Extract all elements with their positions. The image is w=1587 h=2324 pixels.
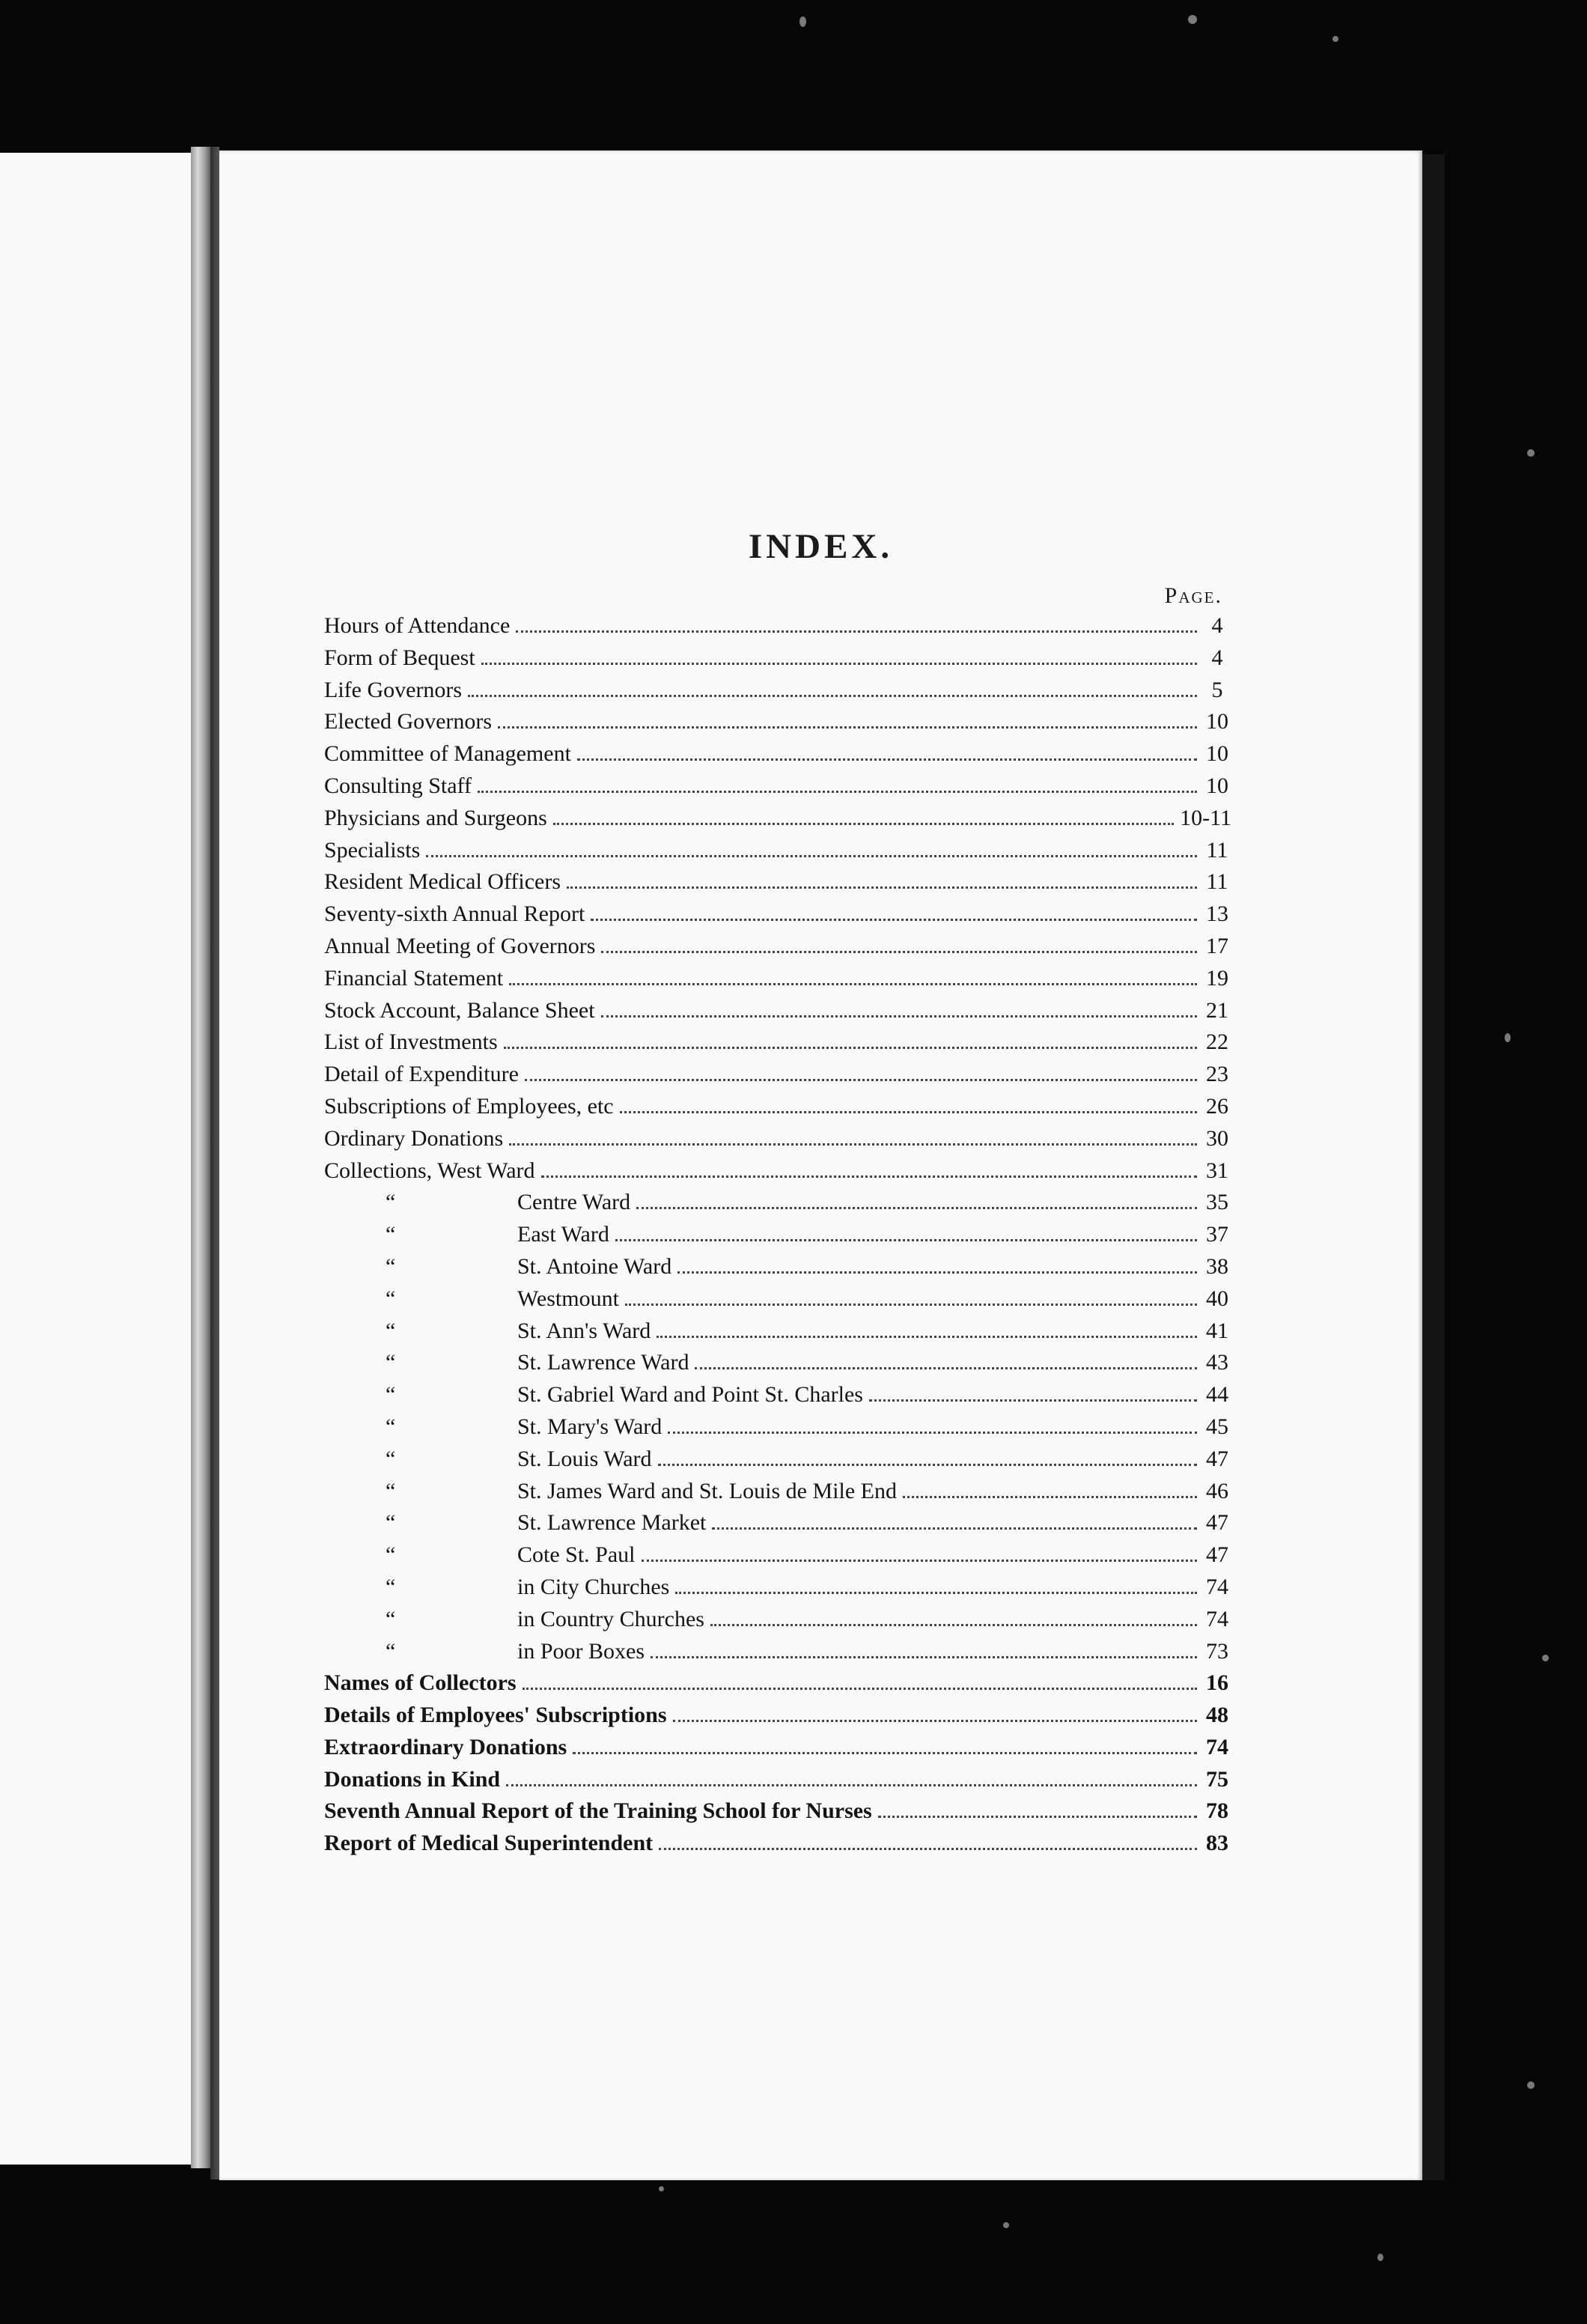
entry-label: Cote St. Paul — [517, 1542, 636, 1568]
page-column-header: Page. — [1164, 583, 1222, 608]
entry-page-number: 10 — [1206, 773, 1228, 798]
ditto-mark: “ — [386, 1286, 396, 1311]
dot-leader — [677, 1271, 1197, 1274]
entry-page-number: 43 — [1206, 1350, 1228, 1375]
dot-leader — [620, 1111, 1197, 1113]
index-entry — [324, 1542, 1231, 1575]
entry-page-number: 17 — [1206, 933, 1228, 958]
scan-speck — [1527, 449, 1535, 457]
entry-label: Centre Ward — [517, 1190, 631, 1215]
index-entry — [324, 1318, 1231, 1351]
dot-leader — [573, 1752, 1197, 1754]
entry-page-number: 40 — [1206, 1286, 1228, 1311]
index-entry — [324, 1447, 1231, 1479]
entry-label: Committee of Management — [324, 741, 571, 767]
ditto-mark: “ — [386, 1350, 396, 1375]
index-entry — [324, 1382, 1231, 1414]
dot-leader — [426, 855, 1197, 857]
index-entry — [324, 838, 1231, 870]
entry-page-number: 41 — [1206, 1318, 1228, 1343]
dot-leader — [636, 1207, 1197, 1209]
entry-page-number: 74 — [1206, 1734, 1228, 1759]
dot-leader — [668, 1432, 1197, 1434]
dot-leader — [659, 1848, 1197, 1850]
entry-label: Elected Governors — [324, 709, 493, 734]
scan-speck — [1527, 2081, 1535, 2089]
dot-leader — [523, 1688, 1197, 1690]
index-entry — [324, 1575, 1231, 1607]
ditto-mark: “ — [386, 1446, 396, 1471]
entry-label: Subscriptions of Employees, etc — [324, 1093, 614, 1119]
dot-leader — [509, 1143, 1197, 1146]
entry-label: St. Ann's Ward — [517, 1318, 651, 1343]
index-entry — [324, 1607, 1231, 1639]
index-entry — [324, 1094, 1231, 1126]
dot-leader — [601, 1015, 1197, 1017]
ditto-mark: “ — [386, 1638, 396, 1664]
ditto-mark: “ — [386, 1574, 396, 1599]
entry-label: Extraordinary Donations — [324, 1734, 567, 1759]
entry-page-number: 11 — [1206, 837, 1228, 863]
index-entry — [324, 1190, 1231, 1222]
entry-page-number: 30 — [1206, 1125, 1228, 1151]
entry-label: in Country Churches — [517, 1606, 704, 1631]
ditto-mark: “ — [386, 1222, 396, 1247]
entry-label: Westmount — [517, 1286, 619, 1311]
index-entry — [324, 1126, 1231, 1158]
entry-page-number: 19 — [1206, 965, 1228, 991]
ditto-mark: “ — [386, 1253, 396, 1279]
entry-label: Report of Medical Superintendent — [324, 1831, 654, 1856]
index-entry — [324, 709, 1231, 741]
index-entry — [324, 741, 1231, 773]
ditto-mark: “ — [386, 1318, 396, 1343]
dot-leader — [478, 791, 1197, 793]
dot-leader — [601, 951, 1197, 953]
entry-label: Form of Bequest — [324, 645, 475, 670]
entry-page-number: 10-11 — [1180, 805, 1231, 830]
index-entry — [324, 1350, 1231, 1382]
index-entry — [324, 806, 1231, 838]
dot-leader — [481, 663, 1197, 665]
entry-page-number: 78 — [1206, 1798, 1228, 1824]
entry-page-number: 38 — [1206, 1253, 1228, 1279]
index-entry — [324, 1029, 1231, 1062]
index-page — [219, 150, 1422, 2180]
scan-speck — [1377, 2254, 1383, 2261]
index-entry — [324, 1286, 1231, 1318]
index-entry — [324, 645, 1231, 678]
entry-label: Donations in Kind — [324, 1766, 501, 1792]
entry-page-number: 37 — [1206, 1222, 1228, 1247]
entry-page-number: 47 — [1206, 1446, 1228, 1471]
index-entry — [324, 1158, 1231, 1190]
index-entry — [324, 1767, 1231, 1799]
index-entry — [324, 1831, 1231, 1863]
entry-label: St. Lawrence Market — [517, 1510, 707, 1536]
dot-leader — [658, 1464, 1197, 1466]
ditto-mark: “ — [386, 1414, 396, 1439]
dot-leader — [498, 726, 1197, 728]
entry-page-number: 75 — [1206, 1766, 1228, 1792]
entry-label: Names of Collectors — [324, 1670, 517, 1696]
dot-leader — [509, 983, 1197, 985]
entry-label: Seventh Annual Report of the Training School for Nurses — [324, 1798, 872, 1824]
scan-speck — [1332, 36, 1338, 42]
ditto-mark: “ — [386, 1510, 396, 1536]
index-entry — [324, 1798, 1231, 1831]
dot-leader — [657, 1336, 1197, 1338]
entry-label: East Ward — [517, 1222, 609, 1247]
scan-speck — [659, 2186, 664, 2191]
ditto-mark: “ — [386, 1190, 396, 1215]
entry-page-number: 4 — [1211, 613, 1223, 638]
entry-page-number: 11 — [1206, 869, 1228, 895]
entry-label: Specialists — [324, 837, 421, 863]
entry-label: Hours of Attendance — [324, 613, 511, 638]
dot-leader — [577, 758, 1197, 761]
entry-page-number: 74 — [1206, 1574, 1228, 1599]
entry-label: Stock Account, Balance Sheet — [324, 997, 595, 1023]
entry-page-number: 26 — [1206, 1093, 1228, 1119]
index-entry — [324, 1670, 1231, 1703]
entry-page-number: 35 — [1206, 1190, 1228, 1215]
entry-page-number: 22 — [1206, 1029, 1228, 1055]
entry-page-number: 46 — [1206, 1478, 1228, 1503]
entry-label: Resident Medical Officers — [324, 869, 561, 895]
scan-speck — [799, 16, 806, 27]
entry-page-number: 10 — [1206, 741, 1228, 767]
entry-page-number: 5 — [1211, 677, 1223, 702]
entry-page-number: 47 — [1206, 1510, 1228, 1536]
ditto-mark: “ — [386, 1606, 396, 1631]
index-entry — [324, 678, 1231, 710]
dot-leader — [869, 1399, 1197, 1402]
entry-label: Physicians and Surgeons — [324, 805, 547, 830]
entry-page-number: 31 — [1206, 1158, 1228, 1183]
page-shadow — [1422, 154, 1445, 2180]
entry-page-number: 48 — [1206, 1703, 1228, 1728]
book-spine-edge — [191, 147, 210, 2168]
index-entry — [324, 998, 1231, 1030]
entry-label: Financial Statement — [324, 965, 504, 991]
dot-leader — [504, 1047, 1197, 1049]
index-entries — [324, 613, 1231, 1863]
index-entry — [324, 1254, 1231, 1286]
dot-leader — [553, 823, 1174, 825]
ditto-mark: “ — [386, 1382, 396, 1408]
entry-label: Detail of Expenditure — [324, 1062, 519, 1087]
entry-label: Seventy-sixth Annual Report — [324, 901, 585, 927]
dot-leader — [468, 695, 1197, 697]
ditto-mark: “ — [386, 1542, 396, 1568]
index-entry — [324, 1062, 1231, 1094]
scan-speck — [1003, 2222, 1009, 2228]
entry-page-number: 13 — [1206, 901, 1228, 927]
index-entry — [324, 1639, 1231, 1671]
index-entry — [324, 613, 1231, 645]
scan-speck — [1505, 1033, 1511, 1042]
entry-label: Consulting Staff — [324, 773, 472, 798]
dot-leader — [673, 1720, 1197, 1722]
dot-leader — [541, 1175, 1197, 1178]
entry-page-number: 4 — [1211, 645, 1223, 670]
scan-speck — [1188, 15, 1197, 24]
index-entry — [324, 966, 1231, 998]
index-entry — [324, 1703, 1231, 1735]
dot-leader — [878, 1816, 1197, 1818]
entry-label: St. Mary's Ward — [517, 1414, 662, 1439]
dot-leader — [651, 1656, 1197, 1658]
facing-page — [0, 153, 191, 2165]
index-entry — [324, 1222, 1231, 1254]
dot-leader — [591, 919, 1197, 921]
index-entry — [324, 1414, 1231, 1447]
entry-page-number: 10 — [1206, 709, 1228, 734]
index-entry — [324, 1735, 1231, 1767]
entry-page-number: 47 — [1206, 1542, 1228, 1568]
index-entry — [324, 773, 1231, 806]
index-entry — [324, 1479, 1231, 1511]
entry-label: Ordinary Donations — [324, 1125, 504, 1151]
page-gutter — [210, 147, 219, 2179]
index-entry — [324, 1510, 1231, 1542]
dot-leader — [525, 1079, 1197, 1081]
entry-label: Annual Meeting of Governors — [324, 933, 596, 958]
entry-page-number: 44 — [1206, 1382, 1228, 1408]
entry-page-number: 21 — [1206, 997, 1228, 1023]
dot-leader — [567, 886, 1197, 889]
entry-label: St. James Ward and St. Louis de Mile End — [517, 1478, 897, 1503]
entry-page-number: 83 — [1206, 1831, 1228, 1856]
entry-label: Details of Employees' Subscriptions — [324, 1703, 667, 1728]
scan-speck — [1542, 1655, 1549, 1661]
entry-label: St. Antoine Ward — [517, 1253, 672, 1279]
dot-leader — [506, 1784, 1197, 1786]
dot-leader — [642, 1560, 1197, 1562]
dot-leader — [615, 1239, 1197, 1241]
index-entry — [324, 901, 1231, 934]
page-title: INDEX. — [748, 527, 894, 566]
entry-page-number: 23 — [1206, 1062, 1228, 1087]
ditto-mark: “ — [386, 1478, 396, 1503]
entry-label: Collections, West Ward — [324, 1158, 535, 1183]
index-entry — [324, 869, 1231, 901]
dot-leader — [695, 1367, 1197, 1369]
dot-leader — [625, 1304, 1197, 1306]
entry-label: St. Lawrence Ward — [517, 1350, 689, 1375]
entry-page-number: 45 — [1206, 1414, 1228, 1439]
dot-leader — [712, 1527, 1197, 1530]
dot-leader — [903, 1496, 1197, 1498]
dot-leader — [675, 1592, 1197, 1594]
entry-page-number: 16 — [1206, 1670, 1228, 1696]
entry-page-number: 74 — [1206, 1606, 1228, 1631]
dot-leader — [516, 630, 1197, 633]
entry-page-number: 73 — [1206, 1638, 1228, 1664]
entry-label: List of Investments — [324, 1029, 498, 1055]
entry-label: Life Governors — [324, 677, 463, 702]
index-entry — [324, 934, 1231, 966]
entry-label: St. Gabriel Ward and Point St. Charles — [517, 1382, 863, 1408]
entry-label: St. Louis Ward — [517, 1446, 652, 1471]
entry-label: in Poor Boxes — [517, 1638, 645, 1664]
entry-label: in City Churches — [517, 1574, 670, 1599]
dot-leader — [710, 1624, 1197, 1626]
